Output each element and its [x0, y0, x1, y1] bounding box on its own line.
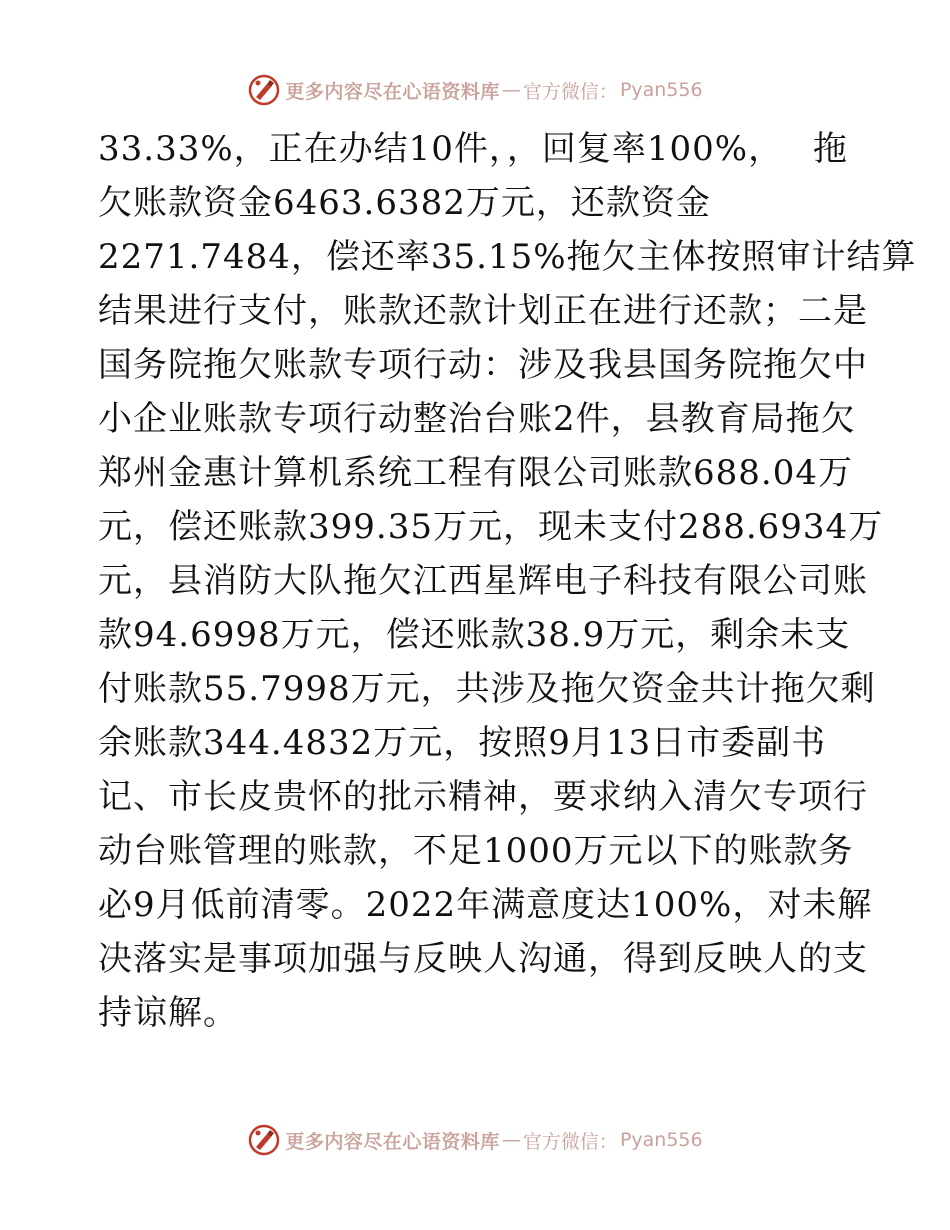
- body-line: 2271.7484，偿还率35.15%拖欠主体按照审计结算: [98, 237, 917, 277]
- body-line: 欠账款资金6463.6382万元，还款资金: [98, 183, 711, 223]
- footer-watermark: [0, 1120, 950, 1160]
- body-line: 33.33%，正在办结10件，，回复率100%， 拖: [98, 129, 848, 169]
- pen-logo-icon: [247, 1123, 281, 1157]
- watermark-main-text: 更多内容尽在心语资料库: [285, 1130, 500, 1153]
- watermark-wechat-id: Pyan556: [619, 79, 703, 101]
- watermark-separator: —: [501, 79, 521, 101]
- body-line: 记、市长皮贵怀的批示精神，要求纳入清欠专项行: [98, 777, 868, 817]
- watermark-separator: —: [501, 1129, 521, 1151]
- body-line: 国务院拖欠账款专项行动：涉及我县国务院拖欠中: [98, 345, 868, 385]
- header-watermark: [0, 70, 950, 110]
- body-line: 元，县消防大队拖欠江西星辉电子科技有限公司账: [98, 561, 868, 601]
- document-body: [98, 122, 917, 1040]
- watermark-main-text: 更多内容尽在心语资料库: [285, 80, 500, 103]
- body-line: 决落实是事项加强与反映人沟通，得到反映人的支: [98, 939, 868, 979]
- body-line: 余账款344.4832万元，按照9月13日市委副书: [98, 723, 827, 763]
- body-line: 必9月低前清零。2022年满意度达100%，对未解: [98, 885, 873, 925]
- watermark-wechat-id: Pyan556: [619, 1129, 703, 1151]
- watermark-official-label: 官方微信：: [522, 80, 618, 103]
- body-line: 元，偿还账款399.35万元，现未支付288.6934万: [98, 507, 884, 547]
- watermark-official-label: 官方微信：: [522, 1130, 618, 1153]
- body-line: 付账款55.7998万元，共涉及拖欠资金共计拖欠剩: [98, 669, 876, 709]
- body-line: 结果进行支付，账款还款计划正在进行还款；二是: [98, 291, 868, 331]
- body-line: 款94.6998万元，偿还账款38.9万元，剩余未支: [98, 615, 851, 655]
- pen-logo-icon: [247, 73, 281, 107]
- body-line: 动台账管理的账款，不足1000万元以下的账款务: [98, 831, 854, 871]
- body-line: 郑州金惠计算机系统工程有限公司账款688.04万: [98, 453, 853, 493]
- body-line: 小企业账款专项行动整治台账2件，县教育局拖欠: [98, 399, 856, 439]
- body-line: 持谅解。: [98, 993, 238, 1033]
